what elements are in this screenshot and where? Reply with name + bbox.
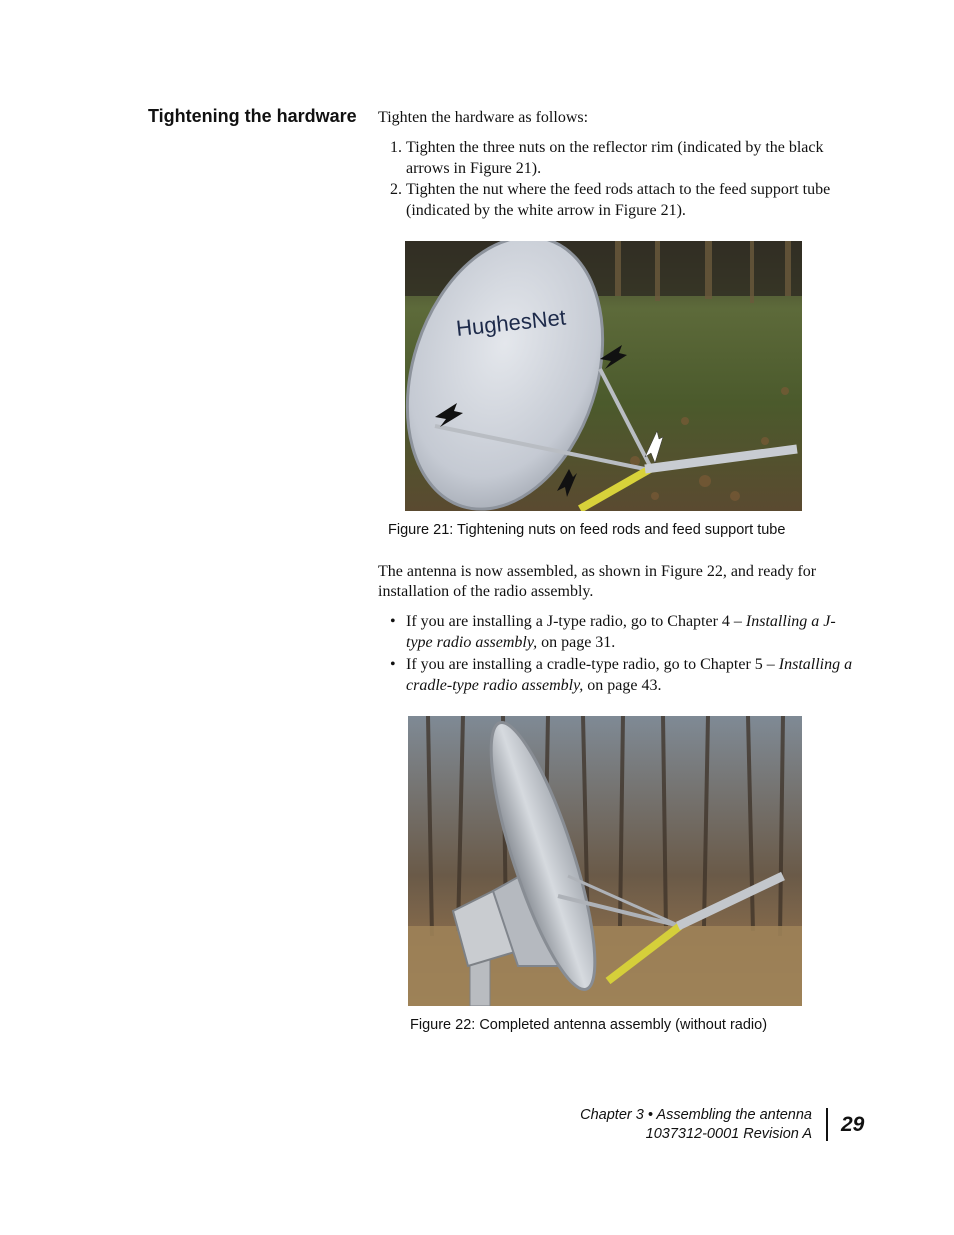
list-item <box>406 612 856 653</box>
bullet-lead: If you are installing a cradle-type radio, go to Chapter 5 – <box>406 656 779 673</box>
steps-list <box>378 138 861 222</box>
step-item: 1. Tighten the three nuts on the reflector rim (indicated by the black arrows in Figure 21). <box>406 138 861 179</box>
footer-divider <box>826 1108 828 1141</box>
figure-21-caption: Figure 21: Tightening nuts on feed rods and feed support tube <box>388 522 786 538</box>
figure-22-caption: Figure 22: Completed antenna assembly (without radio) <box>410 1017 768 1033</box>
section-heading: Tightening the hardware <box>148 106 357 126</box>
bullet-tail: on page 43. <box>583 676 662 694</box>
bullet-tail: on page 31. <box>537 633 616 651</box>
figure-22-photo <box>408 716 802 1006</box>
page-number: 29 <box>841 1113 865 1136</box>
intro-text: Tighten the hardware as follows: <box>378 109 589 126</box>
page-footer <box>580 1106 812 1144</box>
footer-chapter: Chapter 3 • Assembling the antenna <box>580 1107 812 1123</box>
figure-21-photo <box>405 241 802 511</box>
chapter-reference-link[interactable]: Installing a J-type radio assembly, <box>406 613 836 651</box>
dish-logo-text: HughesNet <box>454 304 567 341</box>
bullet-lead: If you are installing a J-type radio, go to Chapter 4 – <box>406 613 746 630</box>
list-item <box>406 655 856 696</box>
chapter-reference-link[interactable]: Installing a cradle-type radio assembly, <box>406 656 853 694</box>
footer-doc-id: 1037312-0001 Revision A <box>645 1126 812 1142</box>
step-item: 2. Tighten the nut where the feed rods attach to the feed support tube (indicated by the white arrow in Figure 21). <box>406 180 861 221</box>
assembled-paragraph: The antenna is now assembled, as shown in Figure 22, and ready for installation of the radio assembly. <box>378 563 817 600</box>
radio-options-list <box>378 612 856 698</box>
